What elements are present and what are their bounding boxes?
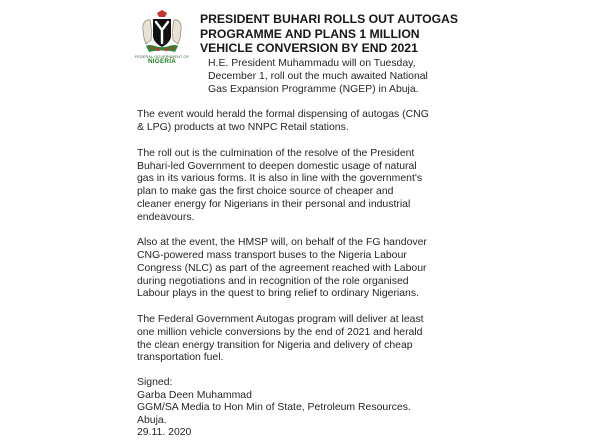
body-line: Labour plays in the quest to bring relief to ordinary Nigerians.	[137, 288, 419, 300]
paragraph-spacer	[137, 224, 462, 237]
body-paragraph	[137, 237, 462, 301]
body-line: endeavours.	[137, 211, 195, 223]
body-line: & LPG) products at two NNPC Retail stations.	[137, 122, 349, 133]
body-line: transportation fuel.	[137, 352, 224, 364]
press-release-body	[137, 58, 462, 440]
signoff-label: Signed:	[137, 377, 173, 388]
body-line: Congress (NLC) as part of the agreement reached with Labour	[137, 262, 427, 274]
signoff-name: Garba Deen Muhammad	[137, 389, 252, 401]
signoff-block	[137, 377, 462, 440]
paragraph-spacer	[137, 135, 462, 148]
title-line: VEHICLE CONVERSION BY END 2021	[200, 41, 418, 56]
body-line: gas in its various forms. It is also in line with the government's	[137, 173, 423, 185]
paragraph-spacer	[137, 301, 462, 314]
body-paragraph	[137, 148, 462, 225]
body-line: Gas Expansion Programme (NGEP) in Abuja.	[208, 83, 419, 95]
signoff-date: 29.11. 2020	[137, 427, 192, 438]
title-line: PROGRAMME AND PLANS 1 MILLION	[200, 26, 420, 41]
body-line: The event would herald the formal dispensing of autogas (CNG	[137, 109, 429, 121]
body-line: Also at the event, the HMSP will, on behalf of the FG handover	[137, 237, 427, 249]
body-paragraph	[137, 58, 462, 96]
body-line: during negotiations and in recognition of the role organised	[137, 275, 409, 287]
body-line: H.E. President Muhammadu will on Tuesday,	[208, 58, 416, 69]
body-line: The Federal Government Autogas program will deliver at least	[137, 314, 424, 325]
body-line: one million vehicle conversions by the end of 2021 and herald	[137, 326, 423, 338]
signoff-place: Abuja.	[137, 414, 167, 426]
body-line: CNG-powered mass transport buses to the Nigeria Labour	[137, 250, 407, 261]
body-line: plan to make gas the first choice source of cheaper and	[137, 186, 394, 197]
coat-of-arms-emblem-icon	[135, 10, 189, 58]
title-line: PRESIDENT BUHARI ROLLS OUT AUTOGAS	[200, 12, 458, 26]
paragraph-spacer	[137, 365, 462, 377]
signoff-position: GGM/SA Media to Hon Min of State, Petroleum Resources.	[137, 402, 411, 413]
paragraph-spacer	[137, 96, 462, 109]
body-line: The roll out is the culmination of the resolve of the President	[137, 147, 415, 159]
press-release-title	[200, 12, 500, 56]
body-line: cleaner energy for Nigerians in their personal and industrial	[137, 198, 411, 210]
body-paragraph	[137, 109, 462, 135]
body-line: the clean energy transition for Nigeria and delivery of cheap	[137, 339, 413, 351]
body-paragraph	[137, 314, 462, 365]
emblem-caption-small: FEDERAL GOVERNMENT OF	[135, 55, 189, 59]
emblem-caption-country: NIGERIA	[147, 57, 177, 65]
body-line: December 1, roll out the much awaited National	[208, 70, 428, 82]
body-line: Buhari-led Government to deepen domestic usage of natural	[137, 160, 417, 172]
